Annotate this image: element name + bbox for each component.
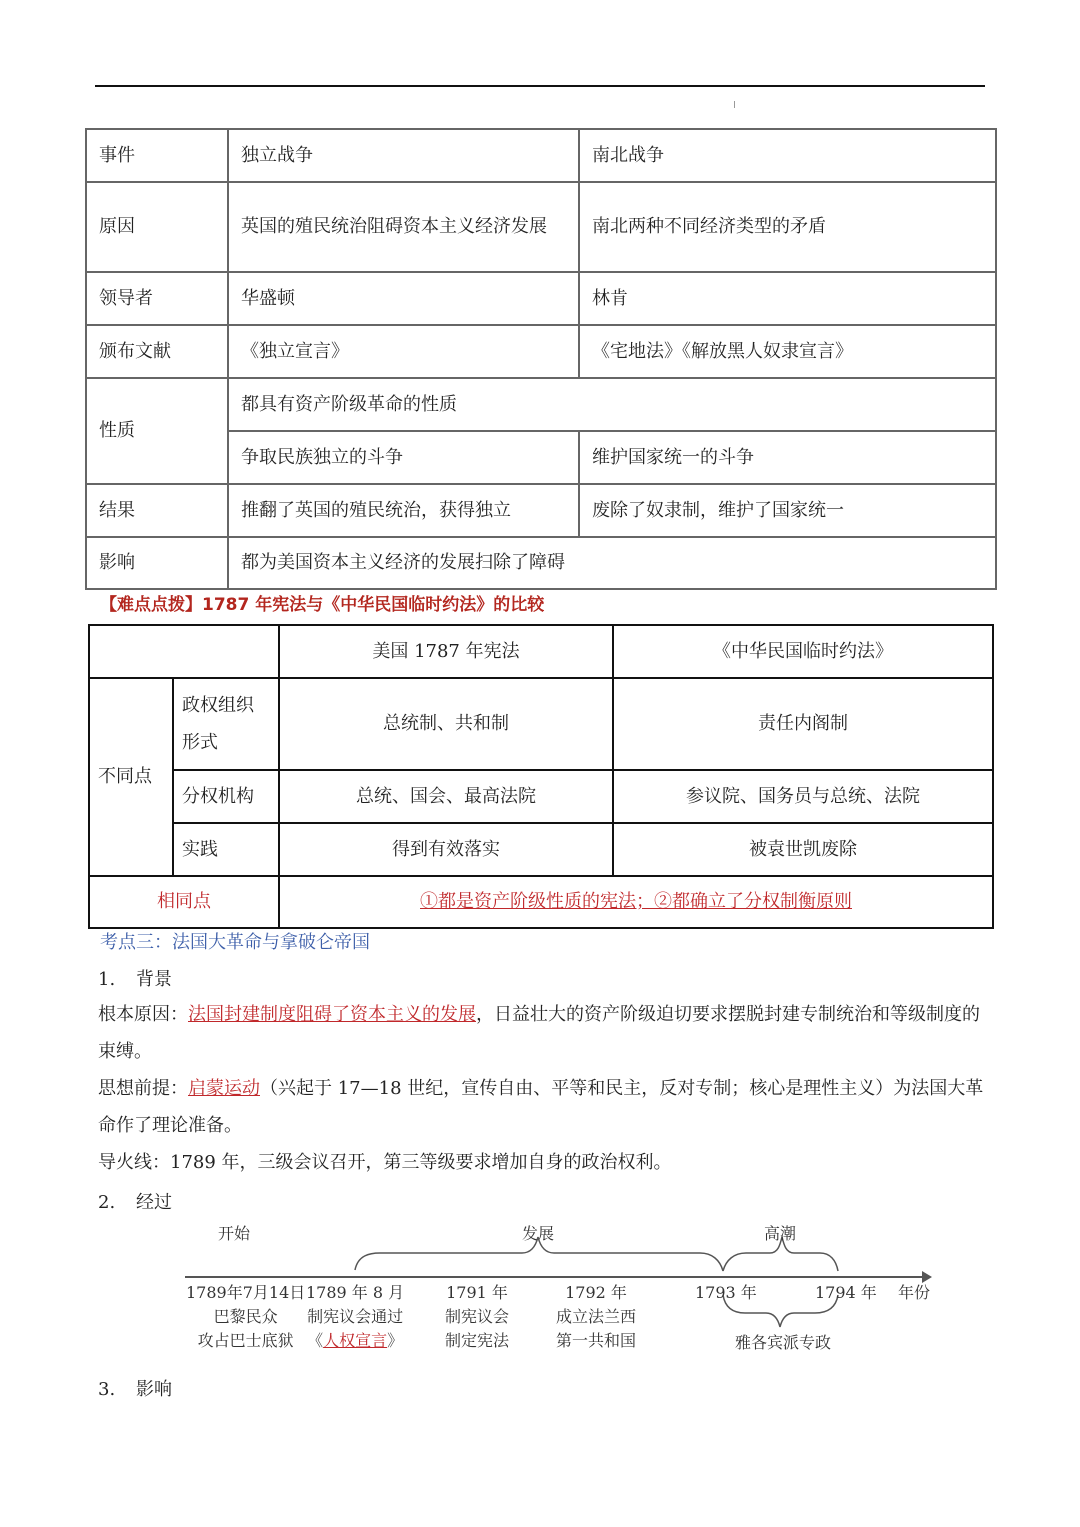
cell-common: 都具有资产阶级革命的性质 bbox=[228, 378, 996, 431]
cell-label: 影响 bbox=[86, 537, 228, 589]
declaration-highlight: 人权宣言 bbox=[323, 1331, 388, 1350]
table-row bbox=[89, 625, 993, 678]
event-line2: 攻占巴士底狱 bbox=[197, 1331, 294, 1350]
section-title: 经过 bbox=[136, 1192, 172, 1213]
cell-b: 南北两种不同经济类型的矛盾 bbox=[579, 182, 996, 272]
same-label: 相同点 bbox=[89, 876, 279, 928]
timeline-event bbox=[186, 1281, 305, 1353]
section-3 bbox=[98, 1375, 172, 1401]
table-row bbox=[86, 484, 996, 537]
header-tick bbox=[734, 101, 735, 108]
same-text-cell bbox=[279, 876, 993, 928]
develop-label: 发展 bbox=[522, 1224, 555, 1243]
event-date: 1793 年 bbox=[695, 1283, 757, 1302]
cell-label: 原因 bbox=[86, 182, 228, 272]
section-heading: 【难点点拨】1787 年宪法与《中华民国临时约法》的比较 bbox=[100, 595, 545, 615]
table-row bbox=[86, 182, 996, 272]
root-cause-highlight: 法国封建制度阻碍了资本主义的发展 bbox=[188, 1004, 476, 1025]
section-number: 2. bbox=[98, 1192, 116, 1213]
table-row bbox=[86, 129, 996, 182]
quote-open: 《 bbox=[307, 1331, 324, 1350]
climax-label: 高潮 bbox=[764, 1224, 797, 1243]
table-row bbox=[89, 876, 993, 928]
cell-a: 华盛顿 bbox=[228, 272, 579, 325]
root-cause-label: 根本原因： bbox=[98, 1004, 188, 1025]
table-row bbox=[86, 272, 996, 325]
event-date: 1794 年 bbox=[815, 1283, 877, 1302]
cell-label: 实践 bbox=[173, 823, 279, 876]
cell-b: 责任内阁制 bbox=[613, 678, 993, 770]
header-rule bbox=[95, 85, 985, 87]
col-header-b: 《中华民国临时约法》 bbox=[613, 625, 993, 678]
event-line2: 第一共和国 bbox=[556, 1331, 637, 1350]
cell-b: 被袁世凯废除 bbox=[613, 823, 993, 876]
event-line1: 巴黎民众 bbox=[213, 1307, 278, 1326]
event-date: 1789年7月14日 bbox=[186, 1283, 306, 1302]
kaodian-title: 考点三：法国大革命与拿破仑帝国 bbox=[100, 932, 370, 953]
section-2 bbox=[98, 1188, 172, 1214]
cell-label: 性质 bbox=[86, 378, 228, 484]
cell-empty bbox=[89, 625, 279, 678]
section-1 bbox=[98, 965, 172, 991]
cell-a: 总统、国会、最高法院 bbox=[279, 770, 613, 823]
jacobin-label: 雅各宾派专政 bbox=[735, 1333, 832, 1352]
section-title: 影响 bbox=[136, 1379, 172, 1400]
section-title: 背景 bbox=[136, 969, 172, 990]
thought-paragraph bbox=[98, 1070, 988, 1144]
col-header-a: 美国 1787 年宪法 bbox=[279, 625, 613, 678]
cell-b: 南北战争 bbox=[579, 129, 996, 182]
same-text: ①都是资产阶级性质的宪法；②都确立了分权制衡原则 bbox=[420, 891, 852, 912]
root-cause-rest: ，日益壮大的资产阶级迫切要求摆脱封建专制统治和等级制度的束缚。 bbox=[98, 1004, 980, 1062]
thought-label: 思想前提： bbox=[98, 1078, 188, 1099]
thought-rest: （兴起于 17—18 世纪，宣传自由、平等和民主，反对专制；核心是理性主义）为法国大革命作了理论准备。 bbox=[98, 1078, 984, 1136]
table-row bbox=[89, 823, 993, 876]
section-number: 3. bbox=[98, 1379, 116, 1400]
cell-label: 政权组织形式 bbox=[173, 678, 279, 770]
cell-b: 林肯 bbox=[579, 272, 996, 325]
event-line1: 成立法兰西 bbox=[556, 1307, 637, 1326]
timeline-event bbox=[556, 1281, 636, 1353]
event-date: 1792 年 bbox=[565, 1283, 627, 1302]
cell-label: 领导者 bbox=[86, 272, 228, 325]
cell-label: 事件 bbox=[86, 129, 228, 182]
event-line1: 制宪议会 bbox=[445, 1307, 510, 1326]
thought-highlight: 启蒙运动 bbox=[188, 1078, 260, 1099]
event-line2: 制定宪法 bbox=[445, 1331, 510, 1350]
axis-label: 年份 bbox=[898, 1283, 931, 1302]
cell-b: 《宅地法》《解放黑人奴隶宣言》 bbox=[579, 325, 996, 378]
quote-close: 》 bbox=[387, 1331, 404, 1350]
timeline bbox=[160, 1215, 960, 1365]
cell-b: 参议院、国务员与总统、法院 bbox=[613, 770, 993, 823]
event-date: 1791 年 bbox=[446, 1283, 508, 1302]
cell-a: 得到有效落实 bbox=[279, 823, 613, 876]
cell-b: 维护国家统一的斗争 bbox=[579, 431, 996, 484]
table-row bbox=[89, 770, 993, 823]
section-number: 1. bbox=[98, 969, 116, 990]
diff-label: 不同点 bbox=[89, 678, 173, 876]
cell-a: 推翻了英国的殖民统治，获得独立 bbox=[228, 484, 579, 537]
cell-b: 废除了奴隶制，维护了国家统一 bbox=[579, 484, 996, 537]
cell-label: 结果 bbox=[86, 484, 228, 537]
table-row bbox=[86, 378, 996, 431]
event-date: 1789 年 8 月 bbox=[306, 1283, 405, 1302]
event-line1: 制宪议会通过 bbox=[307, 1307, 404, 1326]
war-comparison-table bbox=[85, 128, 997, 590]
timeline-event bbox=[445, 1281, 509, 1353]
root-cause-paragraph bbox=[98, 996, 988, 1070]
cell-a: 英国的殖民统治阻碍资本主义经济发展 bbox=[228, 182, 579, 272]
cell-a: 独立战争 bbox=[228, 129, 579, 182]
start-label: 开始 bbox=[218, 1224, 251, 1243]
cell-label: 分权机构 bbox=[173, 770, 279, 823]
constitution-comparison-table bbox=[88, 624, 994, 929]
cell-a: 《独立宣言》 bbox=[228, 325, 579, 378]
table-row bbox=[89, 678, 993, 770]
cell-a: 争取民族独立的斗争 bbox=[228, 431, 579, 484]
event-line2 bbox=[306, 1329, 404, 1353]
cell-label: 颁布文献 bbox=[86, 325, 228, 378]
cell-a: 总统制、共和制 bbox=[279, 678, 613, 770]
cell-common: 都为美国资本主义经济的发展扫除了障碍 bbox=[228, 537, 996, 589]
table-row bbox=[86, 325, 996, 378]
timeline-event bbox=[306, 1281, 404, 1353]
fuse-paragraph: 导火线：1789 年，三级会议召开，第三等级要求增加自身的政治权利。 bbox=[98, 1152, 672, 1173]
table-row bbox=[86, 537, 996, 589]
